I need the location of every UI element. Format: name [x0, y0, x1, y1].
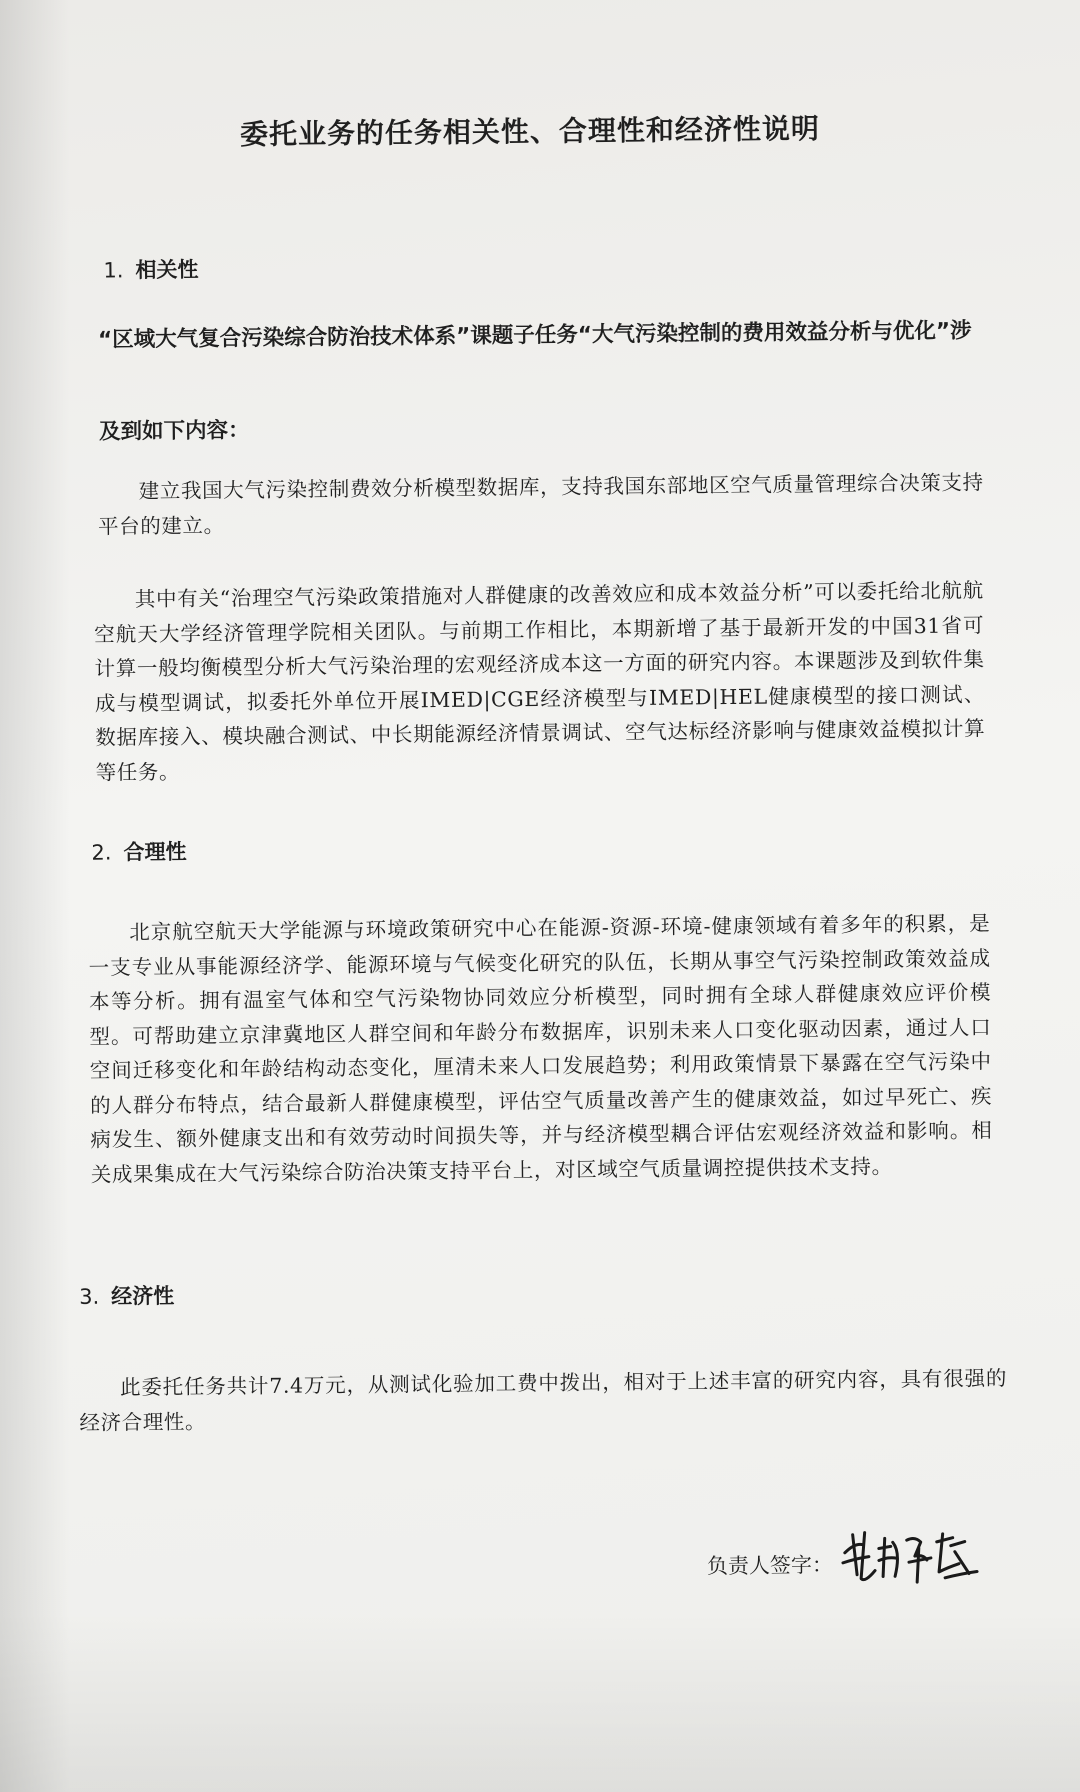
section-2-title: 合理性 — [123, 839, 187, 865]
section-2-paragraph: 北京航空航天大学能源与环境政策研究中心在能源-资源-环境-健康领域有着多年的积累，是一支专业从事能源经济学、能源环境与气候变化研究的队伍，长期从事空气污染控制政策效益成本等分析。拥有温室气体和空气污染物协同效应分析模型，同时拥有全球人群健康效应评价模型。可帮助建立京津冀地区人群空间和年龄分布数据库，识别未来人口变化驱动因素，通过人口空间迁移变化和年龄结构动态变化，厘清未来人口发展趋势；利用政策情景下暴露在空气污染中的人群分布特点，结合最新人群健康模型，评估空气质量改善产生的健康效益，如过早死亡、疾病发生、额外健康支出和有效劳动时间损失等，并与经济模型耦合评估宏观经济效益和影响。相关成果集成在大气污染综合防治决策支持平台上，对区域空气质量调控提供技术支持。 — [88, 911, 993, 1187]
section-1-heading — [103, 254, 198, 285]
signature-label: 负责人签字： — [706, 1552, 834, 1579]
section-2-heading — [91, 836, 186, 867]
section-3-number: 3. — [79, 1284, 100, 1309]
section-2-number: 2. — [91, 840, 112, 865]
section-3-paragraph: 此委托任务共计7.4万元，从测试化验加工费中拨出，相对于上述丰富的研究内容，具有很强的经济合理性。 — [79, 1366, 1008, 1435]
section-1-paragraph-2: 其中有关“治理空气污染政策措施对人群健康的改善效应和成本效益分析”可以委托给北航航空航天大学经济管理学院相关团队。与前期工作相比，本期新增了基于最新开发的中国31省可计算一般均衡模型分析大气污染治理的宏观经济成本这一方面的研究内容。本课题涉及到软件集成与模型调试，拟委托外单位开展IMED|CGE经济模型与IMED|HEL健康模型的接口测试、数据库接入、模块融合测试、中长期能源经济情景调试、空气达标经济影响与健康效益模拟计算等任务。 — [94, 578, 986, 785]
document-title: 委托业务的任务相关性、合理性和经济性说明 — [239, 112, 821, 152]
handwritten-signature — [834, 1511, 985, 1593]
section-1-intro-line-2: 及到如下内容： — [98, 418, 250, 445]
section-1-title: 相关性 — [135, 257, 199, 283]
section-1-paragraph-1: 建立我国大气污染控制费效分析模型数据库，支持我国东部地区空气质量管理综合决策支持平台的建立。 — [97, 470, 984, 539]
section-1-intro-line-1: “区域大气复合污染综合防治技术体系”课题子任务“大气污染控制的费用效益分析与优化”涉 — [97, 318, 972, 353]
section-3-title: 经济性 — [111, 1283, 175, 1309]
section-3-heading — [79, 1280, 174, 1311]
section-1-number: 1. — [103, 258, 124, 283]
